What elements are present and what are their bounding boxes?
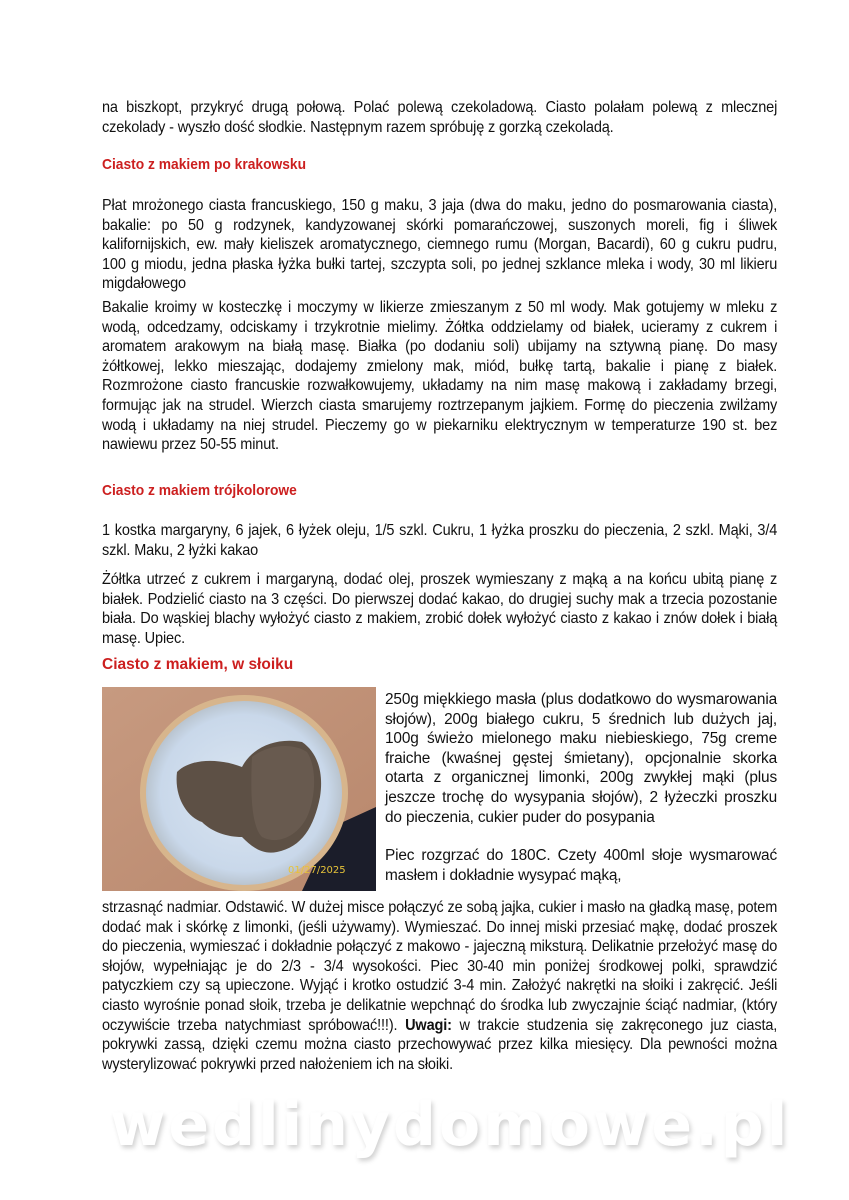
notes-text: w trakcie studzenia się zakręconego juz ciasta, pokrywki zassą, dzięki czemu można ciasto przechowywać przez kilka miesięcy. Dla pewności można wysterylizować pokrywki przed nałożeniem ich na słoiki. [102,1016,778,1073]
recipe-1-method-wrap [102,298,777,455]
recipe-title: Ciasto z makiem, w słoiku [102,656,294,673]
recipe-ingredients: 250g miękkiego masła (plus dodatkowo do wysmarowania słojów), 200g białego cukru, 5 średnich lub dużych jaj, 100g świeżo mielonego maku niebieskiego, 75g creme fraiche (kwaśnej gęstej śmietany), opcjonalnie skorka otarta z organicznej limonki, 200g zwykłej mąki (plus jeszcze trochę do wysypania słojów), 2 łyżeczki proszku do pieczenia, cukier puder do posypania [385,691,777,826]
recipe-method: Bakalie kroimy w kosteczkę i moczymy w likierze zmieszanym z 50 ml wody. Mak gotujemy w mleku z wodą, odcedzamy, odciskamy i trzykrotnie mielimy. Żółtka oddzielamy od białek, ucieramy z cukrem i aromatem arakowym na białą masę. Białka (po dodaniu soli) ubijamy na sztywną pianę. Do masy żółtkowej, lekko mieszając, dodajemy zmielony mak, miód, bułkę tartą, bakalie i pianę z białek. Rozmrożone ciasto francuskie rozwałkowujemy, układamy na nim masę makową i zakładamy brzegi, formując jak na strudel. Wierzch ciasta smarujemy roztrzepanym jajkiem. Formę do pieczenia zwilżamy wodą i układamy na niej strudel. Pieczemy go w piekarniku elektrycznym w temperaturze 190 st. bez nawiewu przez 50-55 minut. [102,299,778,454]
recipe-3-side-column [385,690,777,885]
recipe-2-title-wrap [102,482,314,499]
recipe-title: Ciasto z makiem po krakowsku [102,156,307,173]
recipe-1-title-wrap [102,156,324,173]
intro-paragraph: na biszkopt, przykryć drugą połową. Polać polewą czekoladową. Ciasto polałam polewą z mlecznej czekolady - wyszło dość słodkie. Następnym razem spróbuję z gorzką czekoladą. [102,99,778,136]
recipe-ingredients: 1 kostka margaryny, 6 jajek, 6 łyżek oleju, 1/5 szkl. Cukru, 1 łyżka proszku do pieczenia, 2 szkl. Mąki, 3/4 szkl. Maku, 2 łyżki kakao [102,522,778,559]
recipe-ingredients: Płat mrożonego ciasta francuskiego, 150 g maku, 3 jaja (dwa do maku, jedno do posmarowania ciasta), bakalie: po 50 g rodzynek, kandyzowanej skórki pomarańczowej, suszonych moreli, fig i śliwek kalifornijskich, ew. mały kieliszek aromatycznego, ciemnego rumu (Morgan, Bacardi), 60 g cukru pudru, 100 g miodu, jedna płaska łyżka bułki tartej, szczypta soli, po jednej szklance mleka i wody, 30 ml likieru migdałowego [102,197,778,293]
photo-date-stamp: 01/27/2025 [288,865,346,876]
recipe-2-method-wrap [102,570,777,648]
notes-label: Uwagi: [405,1016,452,1034]
recipe-3-title-wrap [102,656,293,674]
recipe-method-side: Piec rozgrzać do 180C. Czety 400ml słoje wysmarować masłem i dokładnie wysypać mąką, [385,847,777,884]
cake-photo [102,687,376,891]
intro-paragraph-wrap [102,98,777,137]
recipe-method: Żółtka utrzeć z cukrem i margaryną, dodać olej, proszek wymieszany z mąką a na końcu ubitą pianę z białek. Podzielić ciasto na 3 części. Do pierwszej dodać kakao, do drugiej suchy mak a trzecia pozostanie biała. Do wąskiej blachy wyłożyć ciasto z makiem, zrobić dołek wyłożyć ciasto z kakao i znów dołek i białą masę. Upiec. [102,571,778,647]
recipe-1-ingredients-wrap [102,196,777,294]
recipe-method-full [102,898,777,1074]
recipe-3-method-wrap [102,898,777,1074]
recipe-method-text: strzasnąć nadmiar. Odstawić. W dużej misce połączyć ze sobą jajka, cukier i masło na gładką masę, potem dodać mak i skórkę z limonki, (jeśli używamy). Wymieszać. Do innej miski przesiać mąkę, dodać proszek do pieczenia, wymieszać i dokładnie połączyć z makowo - jajeczną miksturą. Delikatnie przełożyć masę do słojów, wypełniając je do 2/3 - 3/4 wysokości. Piec 30-40 min poniżej środkowej polki, sprawdzić patyczkiem czy są upieczone. Wyjąć i krotko ostudzić 3-4 min. Założyć nakrętki na słoiki i zakręcić. Jeśli ciasto wyrośnie ponad słoik, trzeba je delikatnie wepchnąć do środka lub zwyczajnie ściąć nadmiar, (który oczywiście trzeba natychmiast spróbować!!!). [102,899,778,1034]
recipe-title: Ciasto z makiem trójkolorowe [102,482,297,499]
site-watermark: wedlinydomowe.pl [110,1090,791,1160]
recipe-2-ingredients-wrap [102,521,777,560]
